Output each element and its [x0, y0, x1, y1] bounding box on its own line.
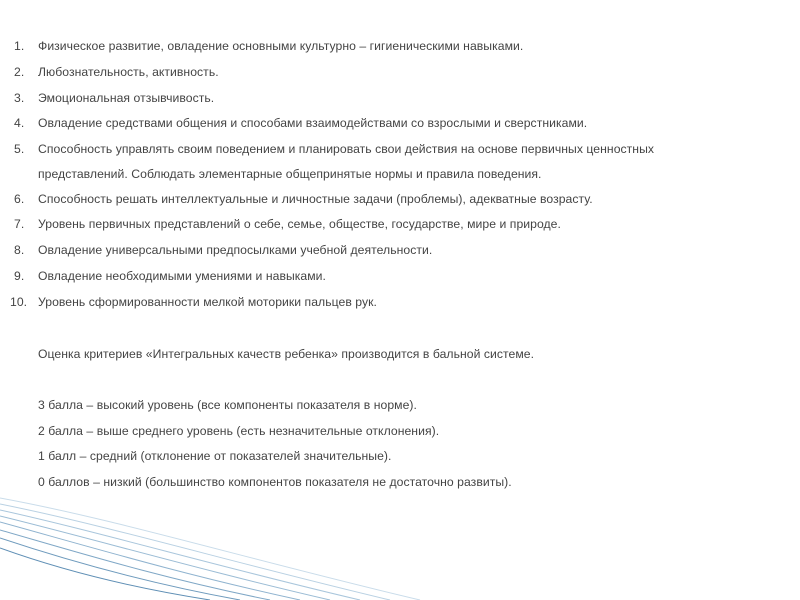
item-text: Овладение универсальными предпосылками учебной деятельности. [38, 243, 433, 257]
item-text: Способность управлять своим поведением и планировать свои действия на основе первичных ценностных [38, 142, 655, 156]
wave-line-4 [0, 516, 330, 600]
item-number: 5. [14, 142, 25, 156]
item-number: 8. [14, 243, 25, 257]
item-text: Способность решать интеллектуальные и личностные задачи (проблемы), адекватные возрасту. [38, 192, 593, 206]
item-text: Физическое развитие, овладение основными культурно – гигиеническими навыками. [38, 39, 524, 53]
item-number: 6. [14, 192, 25, 206]
score-text: 2 балла – выше среднего уровень (есть незначительные отклонения). [38, 424, 440, 438]
score-text: 3 балла – высокий уровень (все компоненты показателя в норме). [38, 398, 417, 412]
decorative-wave [0, 490, 800, 600]
item-text: Уровень первичных представлений о себе, семье, обществе, государстве, мире и природе. [38, 217, 561, 231]
item-number: 10. [10, 295, 28, 309]
item-text: Любознательность, активность. [38, 65, 219, 79]
item-number: 9. [14, 269, 25, 283]
item-number: 1. [14, 39, 25, 53]
item-text: Овладение необходимыми умениями и навыками. [38, 269, 326, 283]
assessment-intro-text: Оценка критериев «Интегральных качеств ребенка» производится в бальной системе. [38, 347, 535, 361]
wave-line-8 [0, 548, 210, 600]
wave-line-2 [0, 504, 390, 600]
item-text: представлений. Соблюдать элементарные общепринятые нормы и правила поведения. [38, 167, 542, 181]
item-number: 7. [14, 217, 25, 231]
item-number: 4. [14, 116, 25, 130]
wave-line-5 [0, 522, 300, 600]
item-text: Овладение средствами общения и способами взаимодействами со взрослыми и сверстниками. [38, 116, 588, 130]
item-number: 3. [14, 91, 25, 105]
item-text: Уровень сформированности мелкой моторики пальцев рук. [38, 295, 377, 309]
item-text: Эмоциональная отзывчивость. [38, 91, 215, 105]
wave-line-6 [0, 530, 270, 600]
item-number: 2. [14, 65, 25, 79]
score-text: 1 балл – средний (отклонение от показателей значительные). [38, 449, 392, 463]
score-text: 0 баллов – низкий (большинство компонентов показателя не достаточно развиты). [38, 475, 512, 489]
wave-line-1 [0, 498, 420, 600]
